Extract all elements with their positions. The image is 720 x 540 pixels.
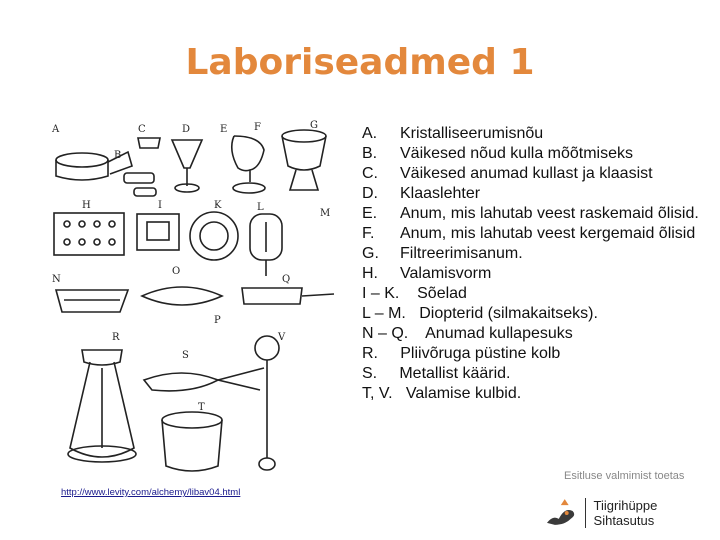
sieve-l-icon	[190, 212, 238, 260]
svg-text:I: I	[158, 200, 162, 211]
svg-text:O: O	[172, 266, 181, 277]
svg-text:C: C	[138, 124, 146, 135]
list-item: I – K. Sõelad	[362, 285, 467, 302]
scoop-q-icon	[242, 288, 334, 304]
funnel-d-icon	[172, 140, 202, 192]
svg-text:D: D	[182, 124, 191, 135]
svg-text:Q: Q	[282, 274, 291, 285]
list-item: G. Filtreerimisanum.	[362, 245, 523, 262]
equipment-list	[362, 124, 707, 404]
svg-text:N: N	[52, 274, 61, 285]
svg-text:R: R	[112, 332, 120, 343]
sieve-k-icon	[137, 214, 179, 250]
sieve-i-icon	[54, 213, 124, 255]
vessel-b-icon	[124, 173, 156, 196]
vessel-f-icon	[232, 136, 265, 193]
lab-apparatus-illustration	[42, 118, 347, 488]
list-item: L – M. Diopterid (silmakaitseks).	[362, 305, 598, 322]
ladle-v-icon	[255, 336, 279, 470]
tiger-logo-icon	[545, 497, 579, 529]
support-text: Esitluse valmimist toetas	[564, 470, 685, 482]
shears-s-icon	[144, 368, 264, 391]
svg-text:F: F	[254, 122, 261, 133]
sponsor-logo	[545, 497, 720, 529]
svg-text:G: G	[310, 120, 318, 131]
list-item: B. Väikesed nõud kulla mõõtmiseks	[362, 145, 634, 162]
list-item: T, V. Valamise kulbid.	[362, 385, 522, 402]
svg-text:T: T	[198, 402, 205, 413]
svg-text:V: V	[278, 332, 286, 343]
svg-text:E: E	[220, 124, 228, 135]
list-item: R. Pliivõruga püstine kolb	[362, 345, 561, 362]
svg-text:L: L	[257, 202, 264, 213]
vessel-c-icon	[138, 138, 160, 148]
list-item: C. Väikesed anumad kullast ja klaasist	[362, 165, 653, 182]
svg-text:B: B	[114, 150, 122, 161]
filter-g-icon	[282, 130, 326, 190]
list-item: A. Kristalliseerumisnõu	[362, 125, 544, 142]
list-item: H. Valamisvorm	[362, 265, 492, 282]
vessel-o-icon	[142, 287, 222, 305]
list-item: D. Klaaslehter	[362, 185, 481, 202]
svg-text:H: H	[82, 200, 91, 211]
list-item: N – Q. Anumad kullapesuks	[362, 325, 573, 342]
crucible-t-icon	[162, 412, 222, 471]
svg-text:K: K	[214, 200, 222, 211]
diopter-m-icon	[250, 214, 282, 276]
logo-name: Tiigrihüppe Sihtasutus	[593, 498, 658, 528]
list-item: F. Anum, mis lahutab veest kergemaid õlisid	[362, 225, 696, 242]
source-link[interactable]: http://www.levity.com/alchemy/libav04.html	[61, 487, 241, 498]
svg-text:M: M	[320, 208, 331, 219]
page-title: Laboriseadmed 1	[185, 42, 535, 83]
svg-text:P: P	[214, 315, 221, 326]
logo-divider	[585, 498, 586, 528]
list-item: E. Anum, mis lahutab veest raskemaid õlisid.	[362, 205, 699, 222]
list-item: S. Metallist käärid.	[362, 365, 511, 382]
vessel-n-icon	[56, 290, 128, 312]
svg-text:A: A	[52, 124, 60, 135]
svg-text:S: S	[182, 350, 189, 361]
flask-r-icon	[68, 350, 136, 462]
